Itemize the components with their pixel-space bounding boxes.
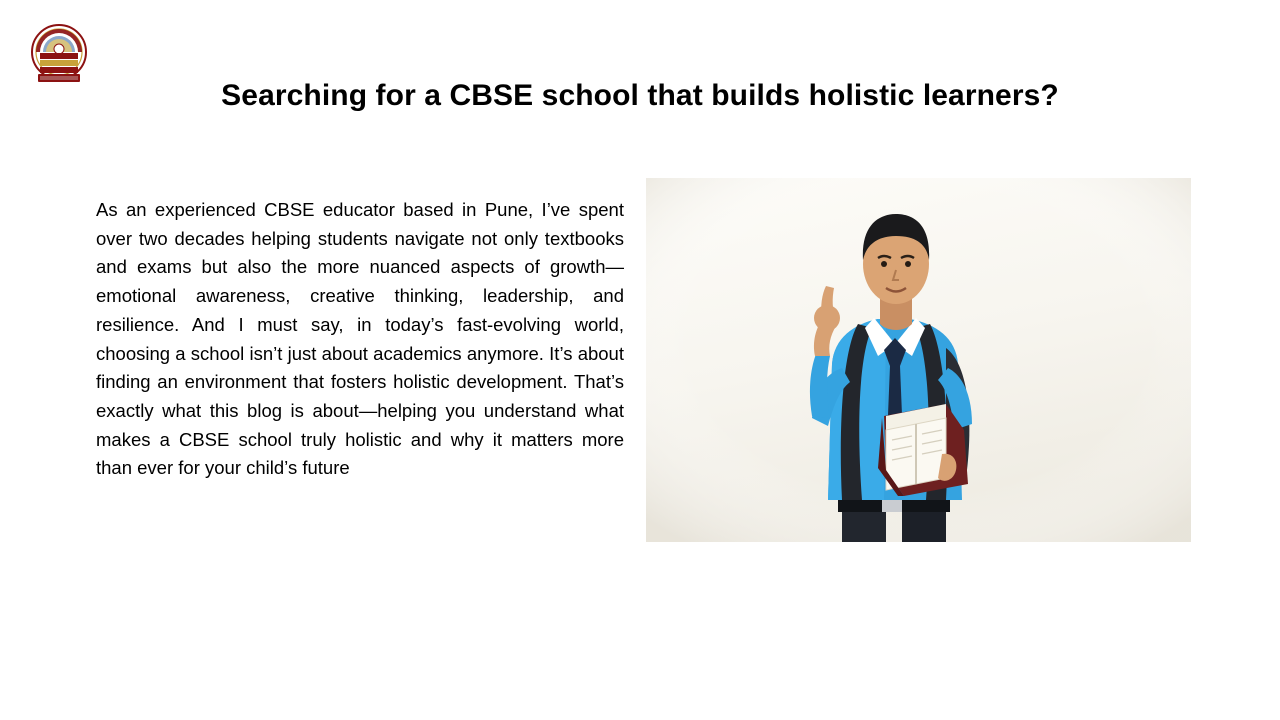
cbse-emblem-logo xyxy=(26,22,92,88)
page-title: Searching for a CBSE school that builds holistic learners? xyxy=(221,79,1059,112)
student-with-book-photo xyxy=(646,178,1191,542)
body-paragraph: As an experienced CBSE educator based in Pune, I’ve spent over two decades helping students navigate not only textbooks and exams but also the more nuanced aspects of growth—emotional awareness, creative thinking, leadership, and resilience. And I must say, in today’s fast-evolving world, choosing a school isn’t just about academics anymore. It’s about finding an environment that fosters holistic development. That’s exactly what this blog is about—helping you understand what makes a CBSE school truly holistic and why it matters more than ever for your child’s future xyxy=(96,199,624,479)
